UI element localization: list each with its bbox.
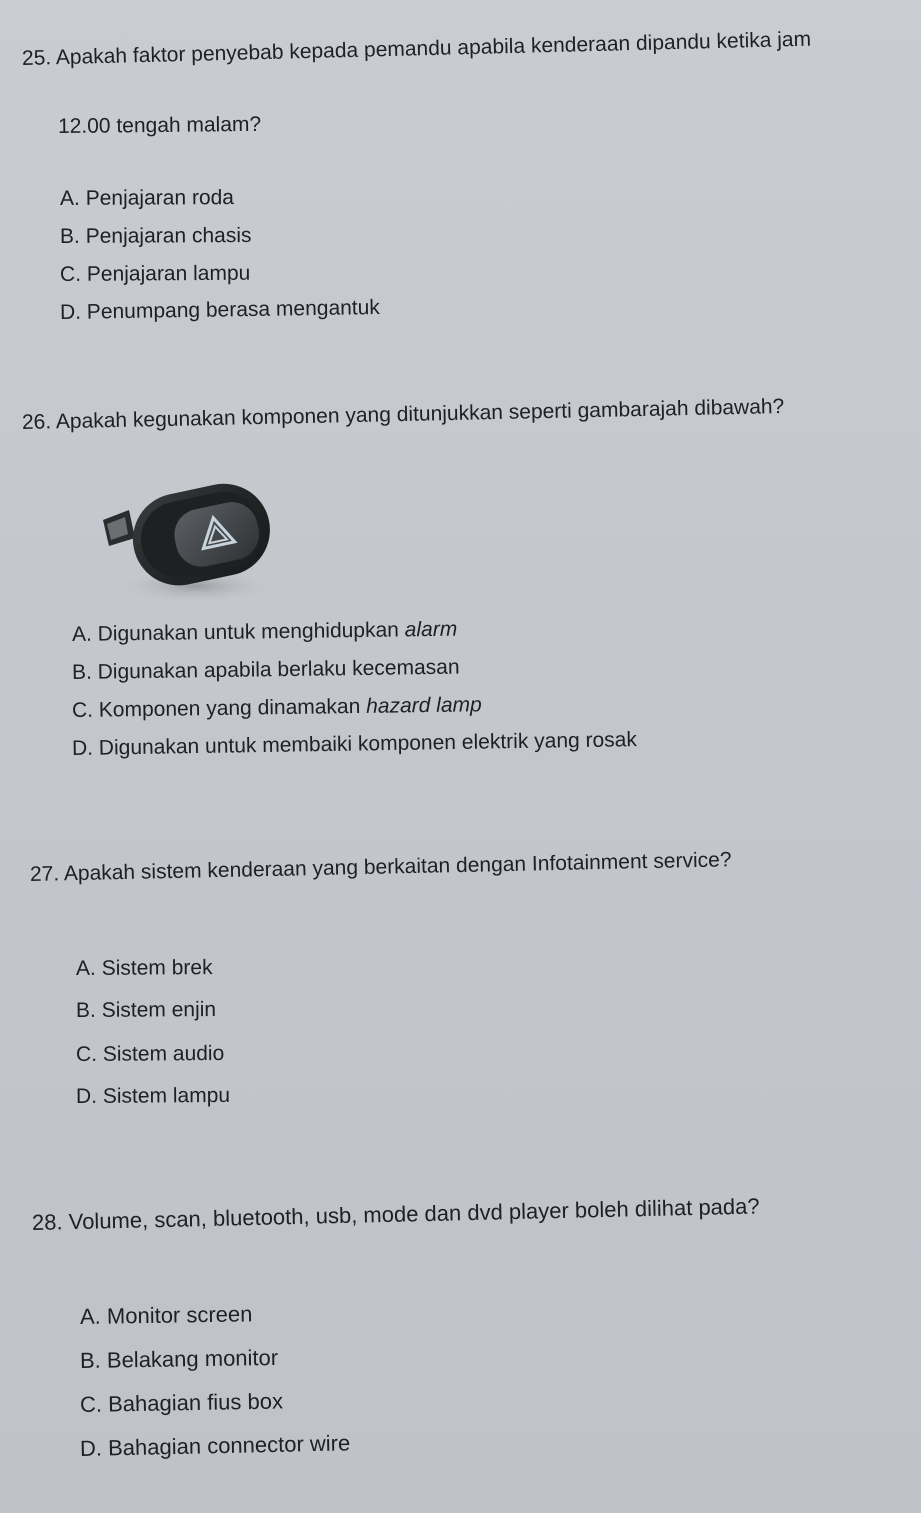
question-25-line-2 [58,112,261,140]
option-letter: D. [71,736,94,760]
option-text: Belakang monitor [106,1344,279,1373]
option-text: Penjajaran roda [85,186,235,210]
question-26-option-d [72,727,637,762]
option-letter: B. [79,1347,101,1373]
question-26-option-c [72,692,482,724]
option-text: Sistem brek [101,956,213,980]
option-text: Sistem lampu [102,1083,231,1108]
option-letter: C. [79,1391,103,1417]
question-26-line-1 [22,394,785,436]
question-28-option-a [80,1301,253,1330]
question-27-line-1 [30,847,732,888]
question-28-line-1 [32,1193,760,1236]
option-text: Penumpang berasa mengantuk [86,295,381,324]
option-letter: A. [75,956,96,980]
question-28-option-b [80,1345,279,1374]
question-27-option-d [76,1083,230,1110]
question-25-text-2: 12.00 tengah malam? [57,112,262,138]
option-letter: D. [59,300,82,324]
question-26-option-a [72,617,458,648]
option-letter: D. [79,1435,103,1461]
question-28-number: 28. [31,1209,63,1235]
question-27-number: 27. [29,862,60,886]
question-25-option-c [60,261,250,288]
option-letter: A. [59,186,80,210]
option-letter: A. [71,622,92,646]
question-26-option-b [72,655,460,686]
question-28-option-d [80,1430,351,1462]
option-text: Sistem audio [102,1041,225,1066]
question-27-option-a [76,955,213,982]
question-25-line-1 [22,27,812,72]
option-text: Digunakan apabila berlaku kecemasan [97,655,460,684]
question-27-text-1: Apakah sistem kenderaan yang berkaitan dengan Infotainment service? [63,848,732,886]
question-25-text-1: Apakah faktor penyebab kepada pemandu apabila kenderaan dipandu ketika jam [55,27,812,70]
question-26-number: 26. [21,410,52,434]
hazard-switch-icon [95,468,285,610]
question-25-option-b [60,223,252,250]
option-text: Bahagian connector wire [107,1430,351,1461]
question-27-option-c [76,1041,224,1068]
option-text: Sistem enjin [101,998,217,1022]
option-text: Digunakan untuk membaiki komponen elektrik yang rosak [98,728,638,760]
option-letter: C. [59,262,82,286]
option-text: Komponen yang dinamakan [98,694,361,722]
question-25-option-a [60,185,234,212]
option-text: Monitor screen [106,1301,253,1329]
option-letter: C. [75,1042,98,1066]
option-text: Penjajaran chasis [85,223,252,248]
option-italic-term: hazard lamp [366,693,482,718]
option-letter: A. [79,1303,101,1329]
question-28-option-c [80,1388,283,1418]
option-italic-term: alarm [404,617,458,642]
question-25-number: 25. [21,46,52,70]
question-28-text-1: Volume, scan, bluetooth, usb, mode dan dvd player boleh dilihat pada? [68,1193,760,1235]
question-27-option-b [76,997,216,1024]
option-text: Bahagian fius box [107,1388,284,1417]
question-26-text-1: Apakah kegunakan komponen yang ditunjukkan seperti gambarajah dibawah? [55,395,785,434]
option-letter: C. [71,698,94,722]
option-letter: B. [71,660,92,684]
question-25-option-d [60,295,380,326]
option-text: Digunakan untuk menghidupkan [97,618,400,646]
option-letter: B. [75,998,96,1022]
option-letter: B. [59,224,80,248]
option-text: Penjajaran lampu [86,261,251,286]
option-letter: D. [75,1084,98,1108]
